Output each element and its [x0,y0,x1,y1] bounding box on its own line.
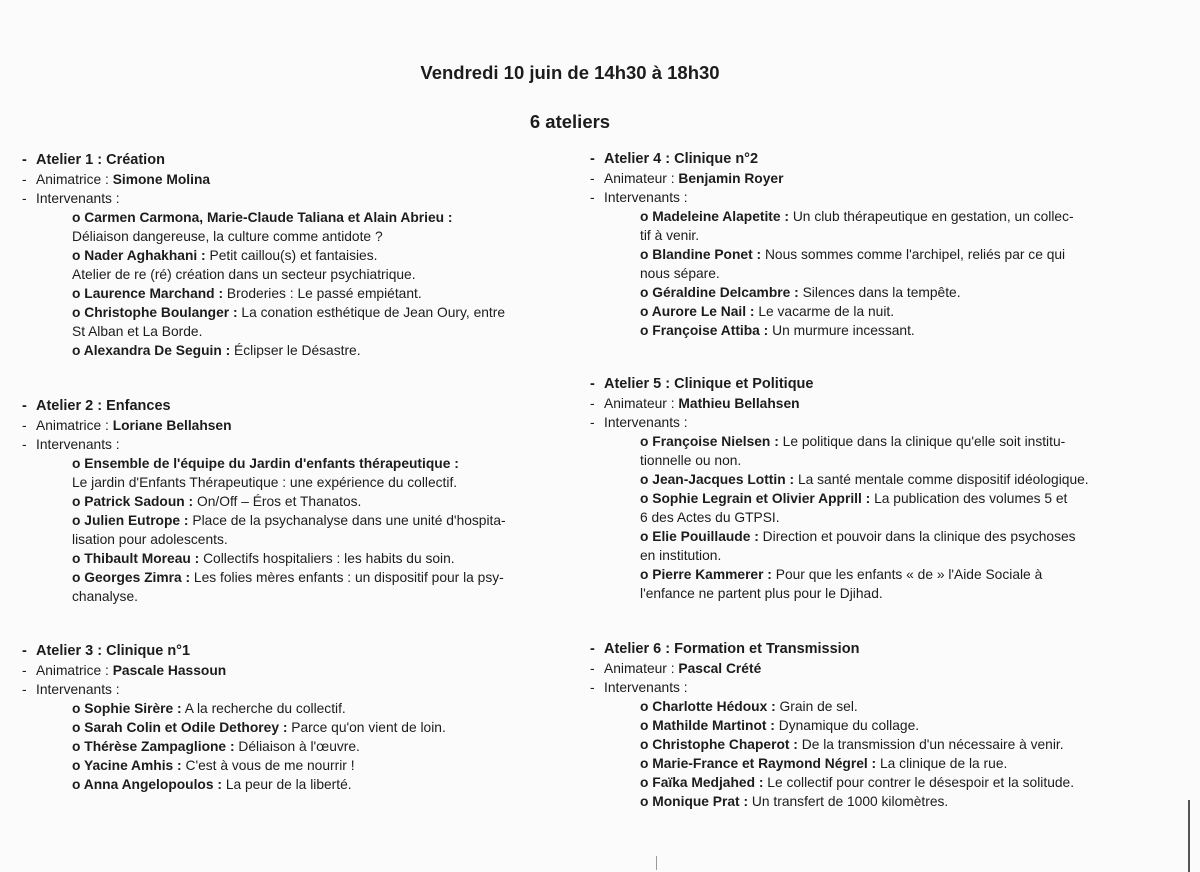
talk-title: Le collectif pour contrer le désespoir et la solitude. [767,775,1075,790]
animator-name: Pascale Hassoun [112,663,227,678]
speaker-names: Françoise Nielsen : [652,434,779,449]
speaker-bullet: o [640,285,653,300]
scan-edge [1188,800,1190,872]
animator-name: Benjamin Royer [678,171,784,186]
talk-title-continuation: Atelier de re (ré) création dans un secteur psychiatrique. [72,267,416,282]
speaker-bullet: o [72,210,85,225]
talk-title: Déliaison à l'œuvre. [238,739,360,754]
speaker-names: Faïka Medjahed : [652,775,764,790]
speaker-names: Sarah Colin et Odile Dethorey : [84,720,288,735]
talk-title: Dynamique du collage. [778,718,920,733]
speakers-label-line [22,435,562,454]
talk-title: Place de la psychanalyse dans une unité d'hospita- [192,513,506,528]
speaker-names: Carmen Carmona, Marie-Claude Taliana et Alain Abrieu : [84,210,453,225]
speaker-entry [22,775,542,794]
talk-title: Le vacarme de la nuit. [758,304,895,319]
speaker-names: Monique Prat : [652,794,749,809]
atelier-3 [22,642,542,794]
speaker-bullet: o [640,718,653,733]
dash: - [590,190,595,205]
speakers-label-line [590,678,1130,697]
dash: - [590,415,595,430]
speaker-names: Madeleine Alapetite : [652,209,789,224]
speaker-entry [22,246,542,265]
speaker-entry [590,754,1130,773]
dash: - [590,661,595,676]
speakers-label-line [22,680,542,699]
atelier-title: - Atelier 6 : Formation et Transmission [590,641,860,657]
speaker-bullet: o [640,247,653,262]
speaker-bullet: o [640,737,653,752]
dash: - [590,151,595,167]
speaker-names: Françoise Attiba : [652,323,769,338]
atelier-5 [590,375,1130,603]
speaker-names: Sophie Legrain et Olivier Apprill : [652,491,871,506]
speaker-bullet: o [72,758,85,773]
speakers-label: Intervenants : [604,415,688,430]
speaker-entry [22,511,562,530]
talk-title: Le politique dans la clinique qu'elle soit institu- [782,434,1066,449]
speaker-entry [590,283,1130,302]
dash: - [22,643,27,659]
talk-title: Éclipser le Désastre. [234,343,361,358]
animator-name: Pascal Crété [678,661,762,676]
talk-title: La peur de la liberté. [225,777,352,792]
speaker-names: Yacine Amhis : [84,758,182,773]
talk-title: C'est à vous de me nourrir ! [185,758,355,773]
speaker-entry [590,207,1130,226]
talk-title: Les folies mères enfants : un dispositif pour la psy- [193,570,504,585]
talk-title-continuation: St Alban et La Borde. [72,324,203,339]
speaker-names: Nader Aghakhani : [84,248,206,263]
speaker-entry [22,737,542,756]
speaker-bullet: o [72,343,84,358]
speaker-entry [590,773,1130,792]
speaker-names: Laurence Marchand : [84,286,224,301]
speaker-entry [22,492,562,511]
speakers-label: Intervenants : [36,191,120,206]
dash: - [22,172,27,187]
speakers-label: Intervenants : [604,680,688,695]
animator-line [590,394,1130,413]
speaker-bullet: o [72,456,85,471]
speaker-bullet: o [640,434,653,449]
date-heading: Vendredi 10 juin de 14h30 à 18h30 [420,62,720,83]
speaker-entry [590,321,1130,340]
talk-title: Un transfert de 1000 kilomètres. [751,794,949,809]
speaker-bullet: o [72,305,85,320]
talk-title-continuation: tionnelle ou non. [640,453,742,468]
talk-title: On/Off – Éros et Thanatos. [196,494,362,509]
speaker-names: Christophe Chaperot : [652,737,798,752]
dash: - [590,171,595,186]
speakers-label: Intervenants : [604,190,688,205]
talk-title: Nous sommes comme l'archipel, reliés par ce qui [764,247,1066,262]
speaker-bullet: o [72,739,85,754]
speaker-entry [590,716,1130,735]
animator-line [22,661,542,680]
dash: - [22,437,27,452]
speaker-names: Thibault Moreau : [84,551,200,566]
talk-title: Petit caillou(s) et fantaisies. [209,248,378,263]
speaker-entry [22,341,542,360]
speaker-names: Pierre Kammerer : [652,567,772,582]
speaker-bullet: o [72,286,85,301]
speaker-names: Alexandra De Seguin : [83,343,231,358]
speaker-names: Georges Zimra : [84,570,191,585]
speaker-names: Elie Pouillaude : [652,529,759,544]
speaker-entry [22,699,542,718]
animator-label: Animateur : [604,171,675,186]
atelier-6 [590,640,1130,811]
speaker-entry [22,454,562,473]
speaker-bullet: o [640,472,653,487]
speaker-bullet: o [640,567,653,582]
atelier-title: - Atelier 4 : Clinique n°2 [590,151,759,167]
ateliers-count-heading: 6 ateliers [529,111,611,132]
scan-mark [656,856,657,870]
talk-title-continuation: l'enfance ne partent plus pour le Djihad. [640,586,883,601]
atelier-title: - Atelier 2 : Enfances [22,398,171,414]
speaker-bullet: o [640,209,653,224]
atelier-2 [22,397,562,606]
animator-line [22,170,542,189]
speaker-bullet: o [72,248,85,263]
animator-name: Loriane Bellahsen [112,418,232,433]
talk-title: Collectifs hospitaliers : les habits du soin. [203,551,455,566]
dash: - [22,191,27,206]
speaker-bullet: o [640,775,653,790]
speaker-bullet: o [72,513,85,528]
speaker-names: Marie-France et Raymond Négrel : [652,756,877,771]
speaker-entry [22,568,562,587]
animator-label: Animatrice : [36,172,109,187]
atelier-4 [590,150,1130,340]
speaker-entry [590,697,1130,716]
talk-title-continuation: chanalyse. [72,589,138,604]
speaker-names: Charlotte Hédoux : [652,699,776,714]
speaker-names: Patrick Sadoun : [84,494,194,509]
talk-title-continuation: nous sépare. [640,266,720,281]
speaker-bullet: o [640,529,653,544]
speaker-bullet: o [72,720,85,735]
speaker-bullet: o [640,794,653,809]
speaker-names: Ensemble de l'équipe du Jardin d'enfants thérapeutique : [84,456,459,471]
animator-line [22,416,562,435]
animator-label: Animatrice : [36,663,109,678]
speaker-bullet: o [640,756,653,771]
speakers-label-line [590,413,1130,432]
speaker-entry [590,302,1130,321]
talk-title-continuation: Déliaison dangereuse, la culture comme antidote ? [72,229,383,244]
speaker-entry [590,735,1130,754]
speaker-entry [590,470,1130,489]
speaker-entry [590,245,1130,264]
speaker-bullet: o [72,494,85,509]
speakers-label: Intervenants : [36,682,120,697]
atelier-title: - Atelier 3 : Clinique n°1 [22,643,191,659]
speaker-bullet: o [72,551,85,566]
talk-title: Direction et pouvoir dans la clinique des psychoses [762,529,1076,544]
animator-label: Animateur : [604,396,675,411]
dash: - [590,680,595,695]
talk-title: Broderies : Le passé empiétant. [226,286,422,301]
speaker-entry [22,756,542,775]
animator-name: Mathieu Bellahsen [678,396,800,411]
dash: - [22,152,27,168]
speaker-names: Sophie Sirère : [84,701,182,716]
speakers-label: Intervenants : [36,437,120,452]
speaker-bullet: o [640,304,652,319]
talk-title-continuation: en institution. [640,548,722,563]
animator-line [590,659,1130,678]
talk-title: La clinique de la rue. [880,756,1008,771]
talk-title: Pour que les enfants « de » l'Aide Sociale à [775,567,1043,582]
speaker-names: Blandine Ponet : [652,247,762,262]
animator-label: Animatrice : [36,418,109,433]
speaker-bullet: o [72,701,85,716]
speaker-names: Thérèse Zampaglione : [84,739,235,754]
talk-title: Un club thérapeutique en gestation, un collec- [792,209,1074,224]
talk-title: Un murmure incessant. [772,323,915,338]
talk-title: Grain de sel. [779,699,858,714]
speaker-entry [22,549,562,568]
speaker-entry [22,718,542,737]
atelier-1 [22,151,542,360]
speaker-names: Aurore Le Nail : [651,304,755,319]
dash: - [22,663,27,678]
talk-title: De la transmission d'un nécessaire à venir. [801,737,1064,752]
talk-title: La conation esthétique de Jean Oury, entre [241,305,506,320]
speaker-names: Julien Eutrope : [84,513,189,528]
talk-title: Silences dans la tempête. [802,285,961,300]
atelier-title: - Atelier 5 : Clinique et Politique [590,376,814,392]
talk-title-continuation: Le jardin d'Enfants Thérapeutique : une expérience du collectif. [72,475,458,490]
speaker-entry [590,565,1130,584]
speaker-names: Christophe Boulanger : [84,305,238,320]
talk-title: A la recherche du collectif. [184,701,346,716]
dash: - [22,398,27,414]
speaker-bullet: o [72,777,84,792]
speaker-entry [590,527,1130,546]
talk-title-continuation: lisation pour adolescents. [72,532,228,547]
dash: - [22,682,27,697]
speaker-names: Anna Angelopoulos : [83,777,222,792]
speaker-entry [590,792,1130,811]
speaker-names: Jean-Jacques Lottin : [652,472,795,487]
atelier-title: - Atelier 1 : Création [22,152,165,168]
speaker-entry [22,303,542,322]
speakers-label-line [22,189,542,208]
speaker-entry [590,432,1130,451]
dash: - [22,418,27,433]
talk-title: La publication des volumes 5 et [874,491,1068,506]
speaker-bullet: o [640,323,653,338]
animator-name: Simone Molina [112,172,211,187]
animator-line [590,169,1130,188]
speaker-bullet: o [640,699,653,714]
talk-title-continuation: tif à venir. [640,228,700,243]
speaker-bullet: o [640,491,653,506]
speaker-entry [590,489,1130,508]
dash: - [590,641,595,657]
talk-title: Parce qu'on vient de loin. [291,720,446,735]
speaker-names: Mathilde Martinot : [652,718,775,733]
talk-title: La santé mentale comme dispositif idéologique. [797,472,1089,487]
speaker-bullet: o [72,570,85,585]
animator-label: Animateur : [604,661,675,676]
speakers-label-line [590,188,1130,207]
dash: - [590,376,595,392]
speaker-names: Géraldine Delcambre : [652,285,799,300]
talk-title-continuation: 6 des Actes du GTPSI. [640,510,780,525]
dash: - [590,396,595,411]
speaker-entry [22,208,542,227]
speaker-entry [22,284,542,303]
